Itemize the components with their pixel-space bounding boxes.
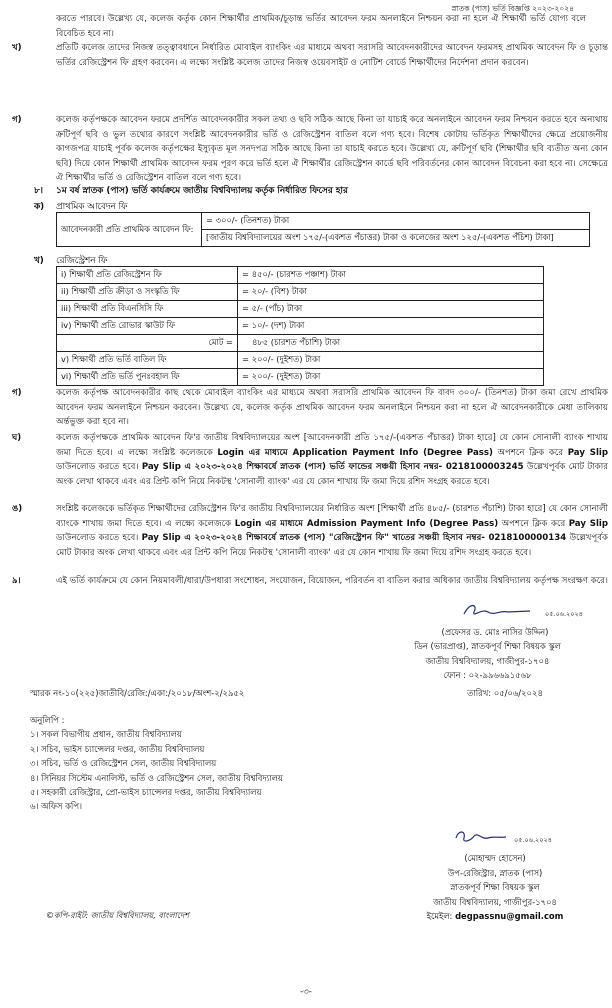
section-9: ৯। এই ভর্তি কার্যক্রমে যে কোন নিয়মাবলী/ধারা/উপধারা সংশোধন, সংযোজন, বিয়োজন, পরিবর্তন বা বাতিল করার অধিকার জাতীয় বিশ্ববিদ্যালয় কর্তৃপক্ষ সংরক্ষণ করে। xyxy=(12,576,608,586)
table-row: iii) শিক্ষার্থী প্রতি বিএনসিসি ফি = ৫/- (পাঁচ) টাকা xyxy=(57,301,544,318)
signatory-1-phone: ফোন : ০২-৯৯৬৬৯১৫৬৮ xyxy=(443,670,532,680)
list-item: ৫। সহকারী রেজিস্ট্রার, প্রো-ভাইস চ্যান্সেলর দপ্তর, জাতীয় বিশ্ববিদ্যালয় xyxy=(30,787,262,798)
application-fee-label: আবেদনকারী প্রতি প্রাথমিক আবেদন ফি: xyxy=(57,213,202,247)
total-row: মোট = ৪৮৫ (চারশত পঁচাশি) টাকা xyxy=(57,335,544,352)
paragraph-ga-2: গ) কলেজ কর্তৃপক্ষ আবেদনকারীর কাছ থেকে মোবাইল ব্যাংকিং এর মাধ্যমে অথবা সরাসরি প্রাথমিক আবেদন ফি বাবদ ৩০০/- (তিনশত) টাকা জমা রেখে প্রাথমিক আবেদন ফরম অনলাইনে নিশ্চয়ন করবেন। উল্লেখ্য যে, কলেজ কর্তৃক প্রাথমিক আবেদন ফরম অনলাইনে নিশ্চয়ন করা না হলে ঐ আবেদনকারীকে মেধা তালিকায় অর্ন্তভুক্ত করা হবে না। xyxy=(12,388,608,428)
table-row: iv) শিক্ষার্থী প্রতি রোভার স্কাউট ফি = ১০/- (দশ) টাকা xyxy=(57,318,544,335)
paragraph-top: করতে পারবে। উল্লেখ্য যে, কলেজ কর্তৃক কোন শিক্ষার্থীর প্রাথমিক/চূড়ান্ত ভর্তির আবেদন ফরম অনলাইনে নিশ্চয়ন করা না হলে ঐ শিক্ষার্থী ভর্তি যোগ্য বলে বিবেচিত হবে না। xyxy=(56,14,586,39)
table-row: i) শিক্ষার্থী প্রতি রেজিস্ট্রেশন ফি = ৪৫০/- (চারশত পঞ্চাশ) টাকা xyxy=(57,267,544,284)
email-link[interactable]: degpassnu@gmail.com xyxy=(455,911,564,921)
signature-1-date: ০৫.০৬.২০২৪ xyxy=(545,610,583,618)
application-fee-table xyxy=(56,212,590,247)
section-8-heading: ৮। ১ম বর্ষ স্নাতক (পাস) ভর্তি কার্যক্রমে জাতীয় বিশ্ববিদ্যালয় কর্তৃক নির্ধারিত ফিসের হার xyxy=(34,186,348,196)
signatory-1-org: জাতীয় বিশ্ববিদ্যালয়, গাজীপুর-১৭০৪ xyxy=(425,655,550,666)
page-number: -৩- xyxy=(300,987,312,997)
signature-1-block xyxy=(420,625,570,640)
registration-fee-table xyxy=(56,266,544,386)
list-item: ১। সকল বিভাগীয় প্রধান, জাতীয় বিশ্ববিদ্যালয় xyxy=(30,729,182,740)
signature-scribble-1 xyxy=(460,600,540,622)
signature-2-date: ০৫.০৬.২০২৪ xyxy=(514,836,552,844)
memo-ref: স্মারক নং-১০(২২৫)জাতীবি/রেজি:/একা:/২০১৮/অংশ-২/২৯৫২ xyxy=(30,688,245,698)
list-item: ৪। সিনিয়র সিস্টেম এনালিস্ট, ভর্তি ও রেজিস্ট্রেশন সেল, জাতীয় বিশ্ববিদ্যালয় xyxy=(30,772,283,783)
header-note: স্নাতক (পাস) ভর্তি বিজ্ঞপ্তি ২০২৩-২০২৪ xyxy=(451,4,574,13)
footer-copyright: ©কপি-রাইট: জাতীয় বিশ্ববিদ্যালয়, বাংলাদেশ xyxy=(46,911,190,920)
signatory-2-email: ইমেইল: degpassnu@gmail.com xyxy=(426,911,564,921)
cc-list xyxy=(30,713,283,814)
fee-ka-heading: ক) প্রাথমিক আবেদন ফি xyxy=(34,202,128,212)
list-item: ৩। সচিব, ভর্তি ও রেজিস্ট্রেশন সেল, জাতীয় বিশ্ববিদ্যালয় xyxy=(30,758,217,769)
signatory-1-name: (প্রফেসর ড. মোঃ নাসির উদ্দিন) xyxy=(441,627,549,637)
signatory-2-org: জাতীয় বিশ্ববিদ্যালয়, গাজীপুর-১৭০৪ xyxy=(433,896,557,907)
memo-date: তারিখ: ০৫/০৬/২০২৪ xyxy=(467,688,543,698)
signatory-2-name: (মোহাম্মদ হোসেন) xyxy=(464,853,526,863)
application-fee-amount: = ৩০০/- (তিনশত) টাকা xyxy=(202,213,590,230)
signatory-2-dept: স্নাতকপূর্ব শিক্ষা বিষয়ক স্কুল xyxy=(450,882,540,892)
signature-2-details xyxy=(410,851,580,924)
table-row: vi) শিক্ষার্থী প্রতি ভর্তি পুনঃবহাল ফি = ২০০/- (দুইশত) টাকা xyxy=(57,369,544,386)
signatory-1-title: ডিন (ভারপ্রাপ্ত), স্নাতকপূর্ব শিক্ষা বিষয়ক স্কুল xyxy=(414,641,561,651)
paragraph-ga: গ) কলেজ কর্তৃপক্ষকে আবেদন ফরমে প্রদর্শিত আবেদনকারীর সকল তথ্য ও ছবি সঠিক আছে কিনা তা যাচাই করে অনলাইনে আবেদন ফরম নিশ্চয়ন করতে হবে অন্যথায় ক্রটিপূর্ণ ছবি ও ভুল তথ্যের কারণে সংশ্লিষ্ট আবেদনকারীর ভর্তি ও রেজিস্ট্রেশন বাতিল বলে গণ্য হবে। বিশেষ কোটায় ভর্তিকৃত শিক্ষার্থীদের ক্ষেত্রে প্রয়োজনীয় কাগজপত্র যাচাই পূর্বক কলেজ কর্তৃপক্ষের ইস্যুকৃত মূল সনদপত্র সঠিক আছে কিনা তা যাচাই করতে হবে। উল্লেখ্য যে, ক্রটিপূর্ণ ছবি (শিক্ষার্থীর ছবি ব্যতীত অন্য কোন ছবি) দিয়ে কোন শিক্ষার্থী প্রাথমিক আবেদন ফরম পূরণ করে ভর্তি হলে ঐ শিক্ষার্থীর রেজিস্ট্রেশন কার্ডে ছবি পরিবর্তনের কোন আবেদন বিবেচনা করা হবে না। সেক্ষেত্রে ঐ শিক্ষার্থীর ভর্তি ও রেজিস্ট্রেশন বাতিল বলে গণ্য হবে। xyxy=(12,115,608,184)
signature-1-details xyxy=(380,639,595,683)
list-item: ৬। অফিস কপি। xyxy=(30,801,83,812)
paragraph-umo: ঙ) সংশ্লিষ্ট কলেজকে ভর্তিকৃত শিক্ষার্থীদের রেজিস্ট্রেশন ফি'র জাতীয় বিশ্ববিদ্যালয়ের নির্ধারিত অংশ [শিক্ষার্থী প্রতি ৪৮৫/- (চারশত পঁচাশি) টাকা হারে] যে কোন সোনালী ব্যাংকে শাখায় জমা দিতে হবে। এ লক্ষ্যে কলেজকে Login এর মাধ্যমে Admission Payment Info (Degree Pass) অপশনে ক্লিক করে Pay Slip ডাউনলোড করতে হবে। Pay Slip এ ২০২৩-২০২৪ শিক্ষাবর্ষে স্নাতক (পাস) "রেজিস্ট্রেশন ফি" খাতের সঞ্চয়ী হিসাব নম্বর- 0218100000134 উল্লেখপূর্বক মোট টাকার অংক লেখা থাকবে এবং এর প্রিন্ট কপি নিয়ে নিকটস্থ 'সোনালী ব্যাংক' এর যে কোন শাখায় ফি জমা দিয়ে রশিদ সংগ্রহ করতে হবে। xyxy=(12,504,609,558)
list-item: ২। সচিব, ভাইস চ্যান্সেলর দপ্তর, জাতীয় বিশ্ববিদ্যালয় xyxy=(30,743,205,754)
table-row: v) শিক্ষার্থী প্রতি ভর্তি বাতিল ফি = ২০০/- (দুইশত) টাকা xyxy=(57,352,544,369)
application-fee-split: [জাতীয় বিশ্ববিদ্যালয়ের অংশ ১৭৫/-(একশত পঁচাত্তর) টাকা ও কলেজের অংশ ১২৫/-(একশত পঁচিশ) টাকা] xyxy=(202,230,590,247)
fee-kha-heading: খ) রেজিস্ট্রেশন ফি xyxy=(34,256,108,266)
paragraph-gha: ঘ) কলেজ কর্তৃপক্ষকে প্রাথমিক আবেদন ফি'র জাতীয় বিশ্ববিদ্যালয়ের অংশ [আবেদনকারী প্রতি ১৭৫/-(একশত পঁচাত্তর) টাকা হারে] যে কোন সোনালী ব্যাংক শাখায় জমা দিতে হবে। এ লক্ষ্যে সংশ্লিষ্ট কলেজকে Login এর মাধ্যমে Application Payment Info (Degree Pass) অপশনে ক্লিক করে Pay Slip ডাউনলোড করতে হবে। Pay Slip এ ২০২৩-২০২৪ শিক্ষাবর্ষে স্নাতক (পাস) ভর্তি ফান্ডের সঞ্চয়ী হিসাব নম্বর- 0218100003245 উল্লেখপূর্বক মোট টাকার অংক লেখা থাকবে এবং এর প্রিন্ট কপি নিয়ে নিকটস্থ 'সোনালী ব্যাংক' এর যে কোন শাখায় ফি জমা দিয়ে রশিদ সংগ্রহ করতে হবে। xyxy=(12,433,609,487)
table-row: ii) শিক্ষার্থী প্রতি ক্রীড়া ও সংস্কৃতি ফি = ২০/- (বিশ) টাকা xyxy=(57,284,544,301)
cc-title: অনুলিপি : xyxy=(30,715,65,725)
signatory-2-title: উপ-রেজিস্ট্রার, স্নাতক (পাস) xyxy=(447,867,543,878)
signature-scribble-2 xyxy=(452,826,512,848)
paragraph-kha: খ) প্রতিটি কলেজ তাদের নিজস্ব তত্ত্বাবধানে নির্ধারিত মোবাইল ব্যাংকিং এর মাধ্যমে অথবা সরাসরি আবেদনকারীদের আবেদন ফরমসহ প্রাথমিক আবেদন ফি ও চূড়ান্ত ভর্তির রেজিস্ট্রেশন ফি গ্রহণ করবেন। এ লক্ষ্যে সংশ্লিষ্ট কলেজ তাদের নিজস্ব ওয়েবসাইট ও নোটিশ বোর্ডে শিক্ষার্থীদের নির্দেশনা প্রদান করবেন। xyxy=(12,43,608,68)
